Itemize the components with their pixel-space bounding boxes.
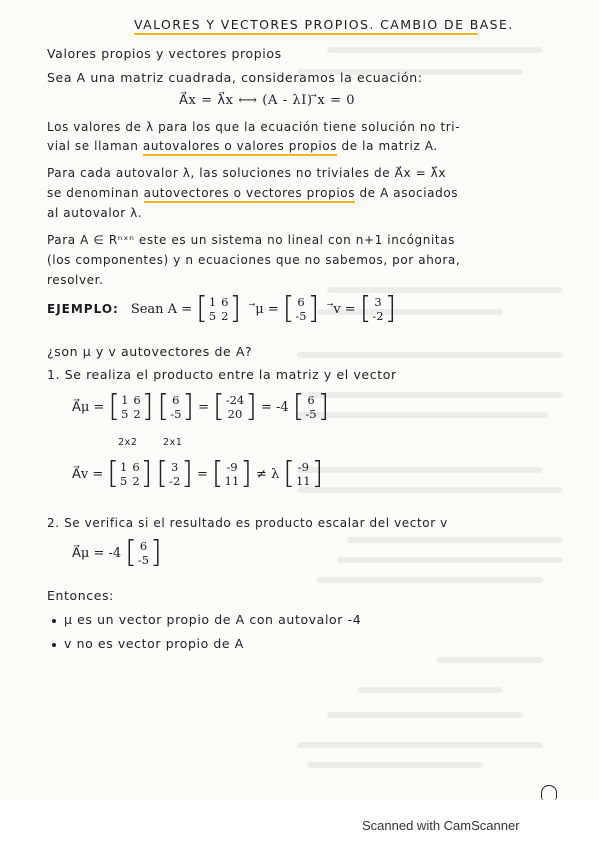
step-2: 2. Se verifica si el resultado es producto escalar del vector v [47, 516, 448, 530]
conclusion-label: Entonces: [47, 588, 114, 603]
v-label: ⃗v = [333, 301, 356, 317]
page-corner-mark-icon [541, 785, 557, 800]
paragraph-definition: Sea A una matriz cuadrada, consideramos la ecuación: [47, 70, 423, 85]
paragraph-eigenvectors-line2: se denominan autovectores o vectores propios de A asociados [47, 186, 458, 200]
step-1: 1. Se realiza el producto entre la matriz y el vector [47, 367, 397, 382]
scalar-factor: = -4 [260, 399, 289, 415]
product-A-mu: A⃗μ = [ 1 6 5 2 ] [ 6 -5 ] = [ -24 20 ] = -4 [ 6 -5 ] [72, 389, 330, 424]
vector-mu-copy3: [ 6 -5 ] [125, 535, 162, 570]
paragraph-eigenvectors-line3: al autovalor λ. [47, 206, 143, 220]
vector-mu-copy2: [ 6 -5 ] [292, 389, 330, 424]
scalar-check [72, 535, 162, 570]
eigen-equation: A⃗x = λ⃗x ⟷ (A - λI) ⃗x = 0 [179, 93, 356, 108]
paragraph-system-line1: Para A ∈ Rⁿˣⁿ este es un sistema no lineal con n+1 incógnitas [47, 233, 456, 247]
matrix-A-cells: 1 6 5 2 [208, 295, 229, 323]
example-text: Sean A = [130, 301, 193, 317]
example-label: EJEMPLO: [47, 302, 119, 316]
question: ¿son μ y v autovectores de A? [47, 344, 253, 359]
paragraph-eigenvalues-line2: vial se llaman autovalores o valores propios de la matriz A. [47, 139, 438, 153]
paragraph-eigenvectors-line1: Para cada autovalor λ, las soluciones no triviales de A⃗x = λ⃗x [47, 166, 447, 180]
mu-label: ⃗μ = [255, 301, 279, 317]
paragraph-system-line3: resolver. [47, 273, 104, 287]
dimension-label-matrix: 2x2 [118, 437, 138, 448]
paragraph-system-line2: (los componentes) y n ecuaciones que no sabemos, por ahora, [47, 253, 461, 267]
bullet-dot [52, 619, 56, 623]
section-heading: Valores propios y vectores propios [47, 46, 282, 61]
vector-v-copy1: [ 3 -2 ] [156, 456, 193, 491]
bullet-dot [52, 643, 56, 647]
scanner-watermark: Scanned with CamScanner [362, 818, 520, 833]
highlight-eigenvalues: autovalores o valores propios [143, 139, 337, 156]
matrix-A: [ 1 6 5 2 ] [196, 291, 242, 326]
highlight-eigenvectors: autovectores o vectores propios [144, 186, 355, 203]
product-v-label: A⃗v = [72, 466, 104, 482]
vector-mu: [ 6 -5 ] [282, 291, 320, 326]
matrix-A-copy2: [ 1 6 5 2 ] [107, 456, 153, 491]
result-vector-2-copy: [ -9 11 ] [283, 456, 324, 491]
title-underline [134, 33, 478, 35]
example-row [47, 291, 397, 326]
vector-v: [ 3 -2 ] [359, 291, 397, 326]
result-vector-1: [ -24 20 ] [213, 389, 257, 424]
not-equal-lambda: ≠ λ [255, 466, 280, 482]
vector-mu-copy1: [ 6 -5 ] [157, 389, 195, 424]
bullet-2: v no es vector propio de A [52, 636, 244, 651]
product-A-v: A⃗v = [ 1 6 5 2 ] [ 3 -2 ] = [ -9 11 ] ≠ λ [ -9 11 ] [72, 456, 324, 491]
paragraph-eigenvalues-line1: Los valores de λ para los que la ecuación tiene solución no tri- [47, 120, 461, 134]
page-title: VALORES Y VECTORES PROPIOS. CAMBIO DE BASE. [134, 17, 514, 32]
matrix-A-copy1: [ 1 6 5 2 ] [108, 389, 154, 424]
scalar-check-label: A⃗μ = -4 [72, 545, 122, 561]
result-vector-2: [ -9 11 ] [211, 456, 252, 491]
dimension-label-vector: 2x1 [163, 437, 183, 448]
product-label: A⃗μ = [72, 399, 105, 415]
bullet-1: μ es un vector propio de A con autovalor -4 [52, 612, 361, 627]
